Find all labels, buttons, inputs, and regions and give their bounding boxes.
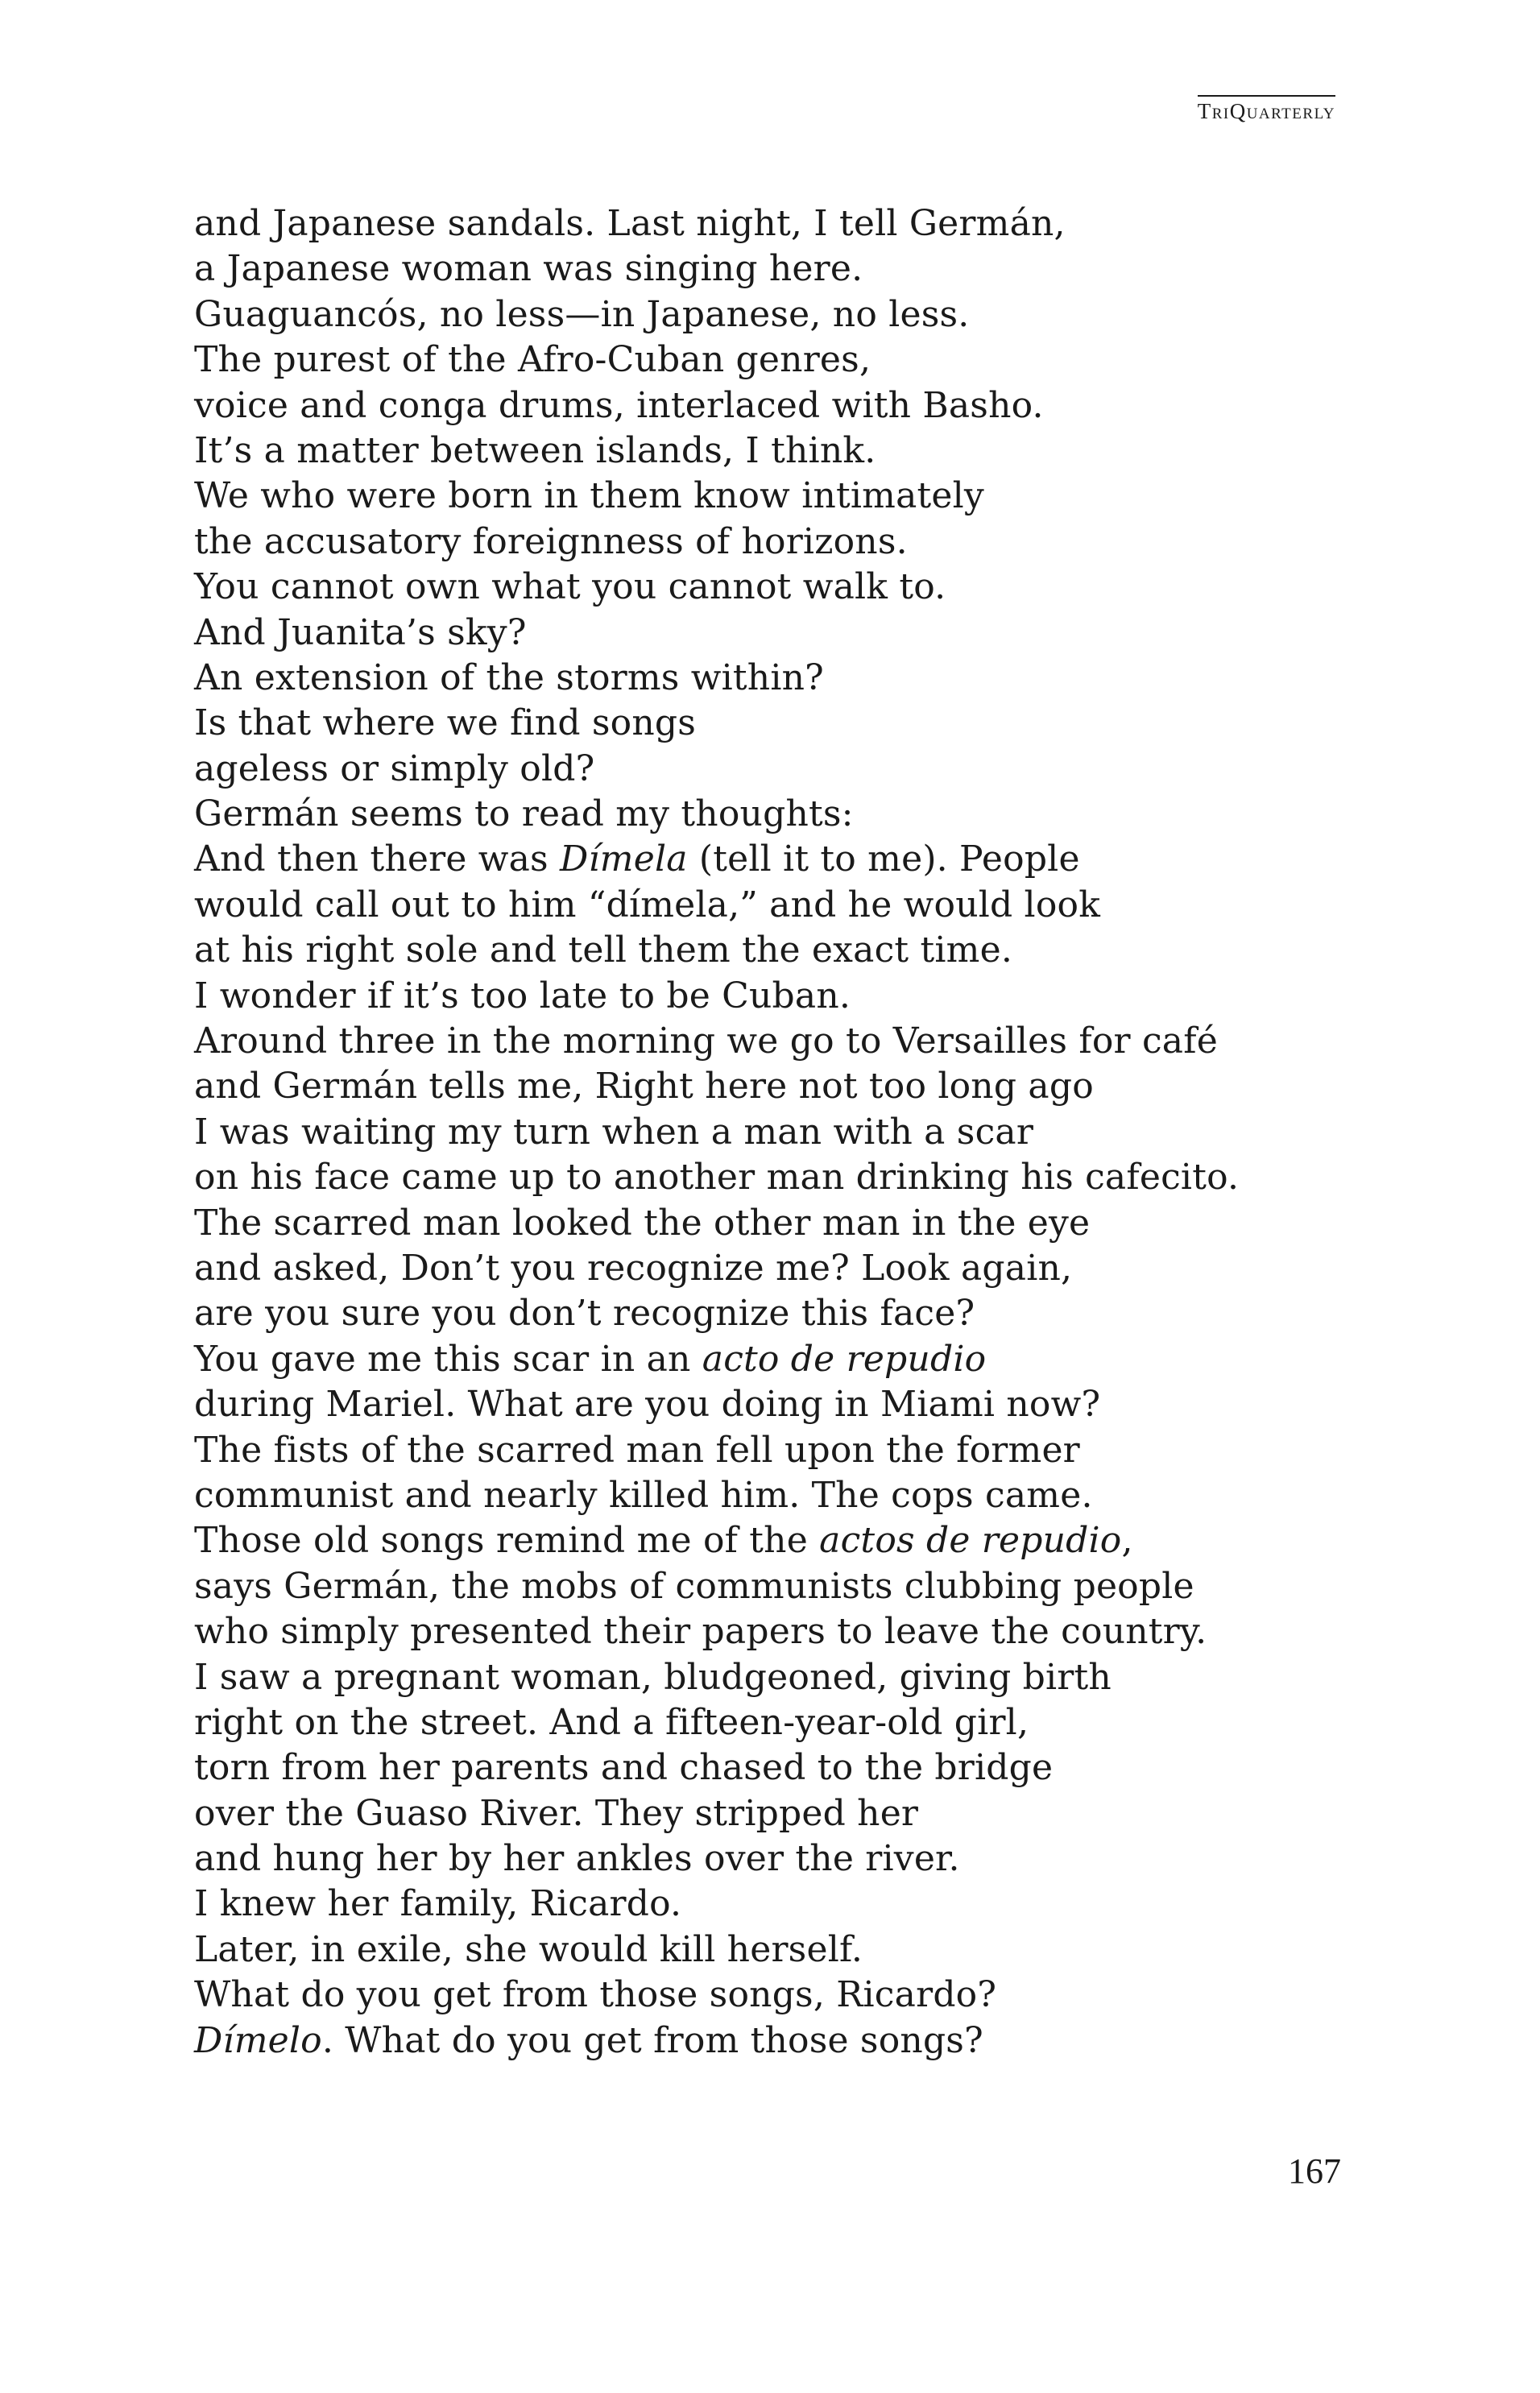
line-text: ageless or simply old? xyxy=(194,747,595,789)
poem-line xyxy=(194,2018,1346,2064)
line-text: We who were born in them know intimately xyxy=(194,475,984,517)
poem-line xyxy=(194,701,1346,746)
poem-line xyxy=(194,565,1346,610)
poem-line xyxy=(194,1882,1346,1927)
poem-line xyxy=(194,1337,1346,1382)
poem-line xyxy=(194,883,1346,928)
poem-line xyxy=(194,1745,1346,1791)
line-text: and hung her by her ankles over the river. xyxy=(194,1838,960,1880)
poem-line xyxy=(194,429,1346,474)
line-text: . What do you get from those songs? xyxy=(321,2019,983,2061)
line-text: You gave me this scar in an xyxy=(194,1338,702,1380)
italic-phrase: Dímela xyxy=(560,838,688,880)
poem-line xyxy=(194,1927,1346,1973)
poem-line xyxy=(194,1382,1346,1427)
poem-line xyxy=(194,1564,1346,1609)
poem-line xyxy=(194,974,1346,1019)
line-text: torn from her parents and chased to the bridge xyxy=(194,1747,1054,1789)
line-text: voice and conga drums, interlaced with Basho. xyxy=(194,384,1044,426)
poem-line xyxy=(194,1291,1346,1336)
line-text: The fists of the scarred man fell upon the former xyxy=(194,1429,1080,1471)
line-text: An extension of the storms within? xyxy=(194,656,824,698)
line-text: Later, in exile, she would kill herself. xyxy=(194,1928,863,1970)
line-text: during Mariel. What are you doing in Miami now? xyxy=(194,1384,1101,1426)
line-text: a Japanese woman was singing here. xyxy=(194,248,863,290)
line-text: right on the street. And a fifteen-year-old girl, xyxy=(194,1701,1029,1743)
poem-line xyxy=(194,383,1346,429)
italic-phrase: acto de repudio xyxy=(702,1338,987,1380)
line-text: on his face came up to another man drinking his cafecito. xyxy=(194,1157,1240,1199)
line-text: the accusatory foreignness of horizons. xyxy=(194,520,908,562)
line-text: What do you get from those songs, Ricardo? xyxy=(194,1974,997,2016)
line-text: I was waiting my turn when a man with a scar xyxy=(194,1111,1034,1153)
poem-line xyxy=(194,611,1346,656)
line-text: and Japanese sandals. Last night, I tell Germán, xyxy=(194,203,1066,244)
poem-line xyxy=(194,1064,1346,1109)
line-text: I saw a pregnant woman, bludgeoned, giving birth xyxy=(194,1656,1112,1698)
line-text: (tell it to me). People xyxy=(687,838,1080,880)
line-text: over the Guaso River. They stripped her xyxy=(194,1792,919,1834)
poem-line xyxy=(194,337,1346,383)
poem-line xyxy=(194,292,1346,337)
line-text: And then there was xyxy=(194,838,561,880)
poem-line xyxy=(194,520,1346,565)
line-text: communist and nearly killed him. The cops came. xyxy=(194,1474,1093,1516)
poem-line xyxy=(194,1518,1346,1563)
line-text: The purest of the Afro-Cuban genres, xyxy=(194,339,871,381)
line-text: Germán seems to read my thoughts: xyxy=(194,793,854,835)
poem-text-block xyxy=(194,201,1346,2064)
line-text: and asked, Don’t you recognize me? Look again, xyxy=(194,1247,1073,1289)
poem-line xyxy=(194,1836,1346,1882)
line-text: and Germán tells me, Right here not too long ago xyxy=(194,1066,1094,1107)
italic-phrase: Dímelo xyxy=(194,2019,322,2061)
poem-line xyxy=(194,1473,1346,1518)
line-text: would call out to him “dímela,” and he would look xyxy=(194,884,1101,925)
line-text: Guaguancós, no less—in Japanese, no less. xyxy=(194,293,970,335)
poem-line xyxy=(194,1201,1346,1246)
poem-line xyxy=(194,1609,1346,1654)
poem-line xyxy=(194,201,1346,246)
poem-line xyxy=(194,246,1346,292)
poem-line xyxy=(194,792,1346,837)
poem-line xyxy=(194,656,1346,701)
italic-phrase: actos de repudio xyxy=(819,1520,1122,1562)
line-text: I knew her family, Ricardo. xyxy=(194,1883,682,1925)
poem-line xyxy=(194,837,1346,882)
line-text: You cannot own what you cannot walk to. xyxy=(194,566,946,608)
line-text: I wonder if it’s too late to be Cuban. xyxy=(194,975,851,1016)
poem-line xyxy=(194,1019,1346,1064)
line-text: Around three in the morning we go to Versailles for café xyxy=(194,1021,1218,1062)
poem-line xyxy=(194,1110,1346,1155)
poem-line xyxy=(194,1791,1346,1836)
poem-line xyxy=(194,474,1346,519)
poem-line xyxy=(194,1700,1346,1745)
poem-line xyxy=(194,1655,1346,1700)
line-text: , xyxy=(1121,1520,1133,1562)
poem-line xyxy=(194,1246,1346,1291)
line-text: The scarred man looked the other man in the eye xyxy=(194,1202,1091,1244)
line-text: who simply presented their papers to leave the country. xyxy=(194,1611,1207,1653)
running-head: TriQuarterly xyxy=(1198,95,1335,124)
line-text: are you sure you don’t recognize this face? xyxy=(194,1293,975,1335)
page-number: 167 xyxy=(1288,2151,1341,2191)
poem-line xyxy=(194,1155,1346,1200)
poem-line xyxy=(194,1428,1346,1473)
line-text: It’s a matter between islands, I think. xyxy=(194,429,876,471)
line-text: Those old songs remind me of the xyxy=(194,1520,820,1562)
poem-line xyxy=(194,928,1346,973)
line-text: at his right sole and tell them the exact time. xyxy=(194,929,1013,971)
line-text: Is that where we find songs xyxy=(194,702,697,744)
poem-line xyxy=(194,747,1346,792)
poem-line xyxy=(194,1973,1346,2018)
line-text: says Germán, the mobs of communists clubbing people xyxy=(194,1565,1194,1607)
line-text: And Juanita’s sky? xyxy=(194,611,527,653)
